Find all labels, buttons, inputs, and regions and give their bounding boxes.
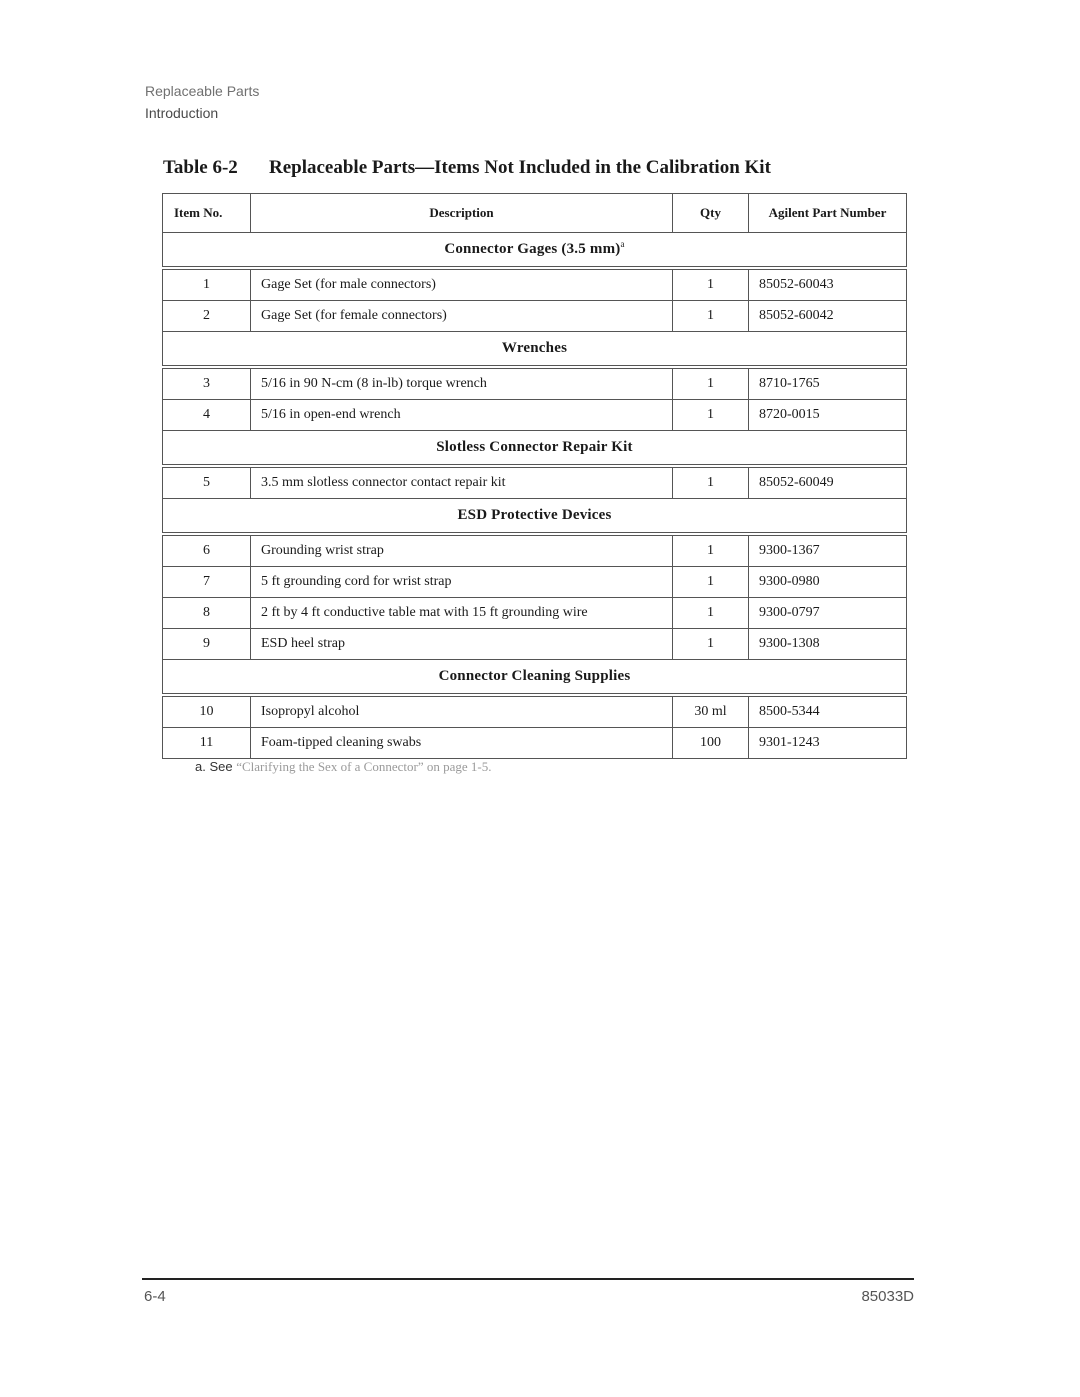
item-qty: 1 <box>673 629 749 660</box>
item-number: 1 <box>163 270 251 301</box>
section-heading-row <box>163 233 907 267</box>
parts-table <box>162 193 907 759</box>
item-part-number: 9300-0980 <box>749 567 907 598</box>
item-description: Grounding wrist strap <box>251 536 673 567</box>
item-qty: 1 <box>673 369 749 400</box>
breadcrumb-subsection: Introduction <box>145 105 219 121</box>
item-part-number: 85052-60042 <box>749 301 907 332</box>
item-qty: 100 <box>673 728 749 759</box>
item-number: 11 <box>163 728 251 759</box>
item-qty: 1 <box>673 468 749 499</box>
page-number: 6-4 <box>144 1288 166 1305</box>
table-row <box>163 598 907 629</box>
section-heading: Connector Cleaning Supplies <box>163 660 907 694</box>
item-description: ESD heel strap <box>251 629 673 660</box>
table-row <box>163 567 907 598</box>
item-qty: 1 <box>673 301 749 332</box>
item-qty: 1 <box>673 536 749 567</box>
item-part-number: 8500-5344 <box>749 697 907 728</box>
section-heading: Slotless Connector Repair Kit <box>163 431 907 465</box>
item-description: 3.5 mm slotless connector contact repair kit <box>251 468 673 499</box>
table-row <box>163 400 907 431</box>
table-number: Table 6-2 <box>163 157 238 178</box>
table-header-row <box>163 194 907 233</box>
item-part-number: 9301-1243 <box>749 728 907 759</box>
footnote-see: See <box>209 759 233 774</box>
item-description: Isopropyl alcohol <box>251 697 673 728</box>
section-heading-row <box>163 332 907 366</box>
item-number: 9 <box>163 629 251 660</box>
item-description: Gage Set (for male connectors) <box>251 270 673 301</box>
table-row <box>163 301 907 332</box>
footnote <box>195 759 491 775</box>
item-description: Gage Set (for female connectors) <box>251 301 673 332</box>
table-row <box>163 697 907 728</box>
item-qty: 1 <box>673 567 749 598</box>
item-description: 5/16 in 90 N-cm (8 in-lb) torque wrench <box>251 369 673 400</box>
section-heading: Connector Gages (3.5 mm)$^a$ <box>163 233 907 267</box>
item-qty: 30 ml <box>673 697 749 728</box>
item-description: 2 ft by 4 ft conductive table mat with 15 ft grounding wire <box>251 598 673 629</box>
table-row <box>163 468 907 499</box>
item-qty: 1 <box>673 598 749 629</box>
section-heading: ESD Protective Devices <box>163 499 907 533</box>
section-heading-row <box>163 431 907 465</box>
section-heading-row <box>163 660 907 694</box>
table-row <box>163 728 907 759</box>
column-header-part-number: Agilent Part Number <box>749 194 907 233</box>
breadcrumb-section: Replaceable Parts <box>145 83 260 99</box>
column-header-description: Description <box>251 194 673 233</box>
item-description: 5 ft grounding cord for wrist strap <box>251 567 673 598</box>
item-part-number: 8720-0015 <box>749 400 907 431</box>
item-number: 2 <box>163 301 251 332</box>
item-part-number: 9300-1308 <box>749 629 907 660</box>
item-number: 5 <box>163 468 251 499</box>
table-row <box>163 629 907 660</box>
item-number: 8 <box>163 598 251 629</box>
model-number: 85033D <box>861 1288 914 1305</box>
column-header-qty: Qty <box>673 194 749 233</box>
table-row <box>163 536 907 567</box>
table-title <box>163 157 771 179</box>
item-description: 5/16 in open-end wrench <box>251 400 673 431</box>
footnote-label: a. <box>195 759 206 774</box>
item-number: 10 <box>163 697 251 728</box>
item-number: 6 <box>163 536 251 567</box>
item-part-number: 85052-60049 <box>749 468 907 499</box>
parts-table-body <box>163 233 907 759</box>
table-row <box>163 369 907 400</box>
footnote-cross-reference-link[interactable]: “Clarifying the Sex of a Connector” on page 1-5. <box>236 759 492 774</box>
item-part-number: 85052-60043 <box>749 270 907 301</box>
item-description: Foam-tipped cleaning swabs <box>251 728 673 759</box>
item-part-number: 8710-1765 <box>749 369 907 400</box>
section-heading: Wrenches <box>163 332 907 366</box>
column-header-item: Item No. <box>163 194 251 233</box>
section-heading-row <box>163 499 907 533</box>
table-row <box>163 270 907 301</box>
item-number: 3 <box>163 369 251 400</box>
footnote-mark: a <box>620 239 625 249</box>
item-number: 7 <box>163 567 251 598</box>
footer-rule <box>142 1278 914 1280</box>
item-number: 4 <box>163 400 251 431</box>
table-title-text: Replaceable Parts—Items Not Included in the Calibration Kit <box>269 157 771 178</box>
item-part-number: 9300-0797 <box>749 598 907 629</box>
breadcrumb <box>145 80 259 124</box>
item-qty: 1 <box>673 270 749 301</box>
item-qty: 1 <box>673 400 749 431</box>
item-part-number: 9300-1367 <box>749 536 907 567</box>
